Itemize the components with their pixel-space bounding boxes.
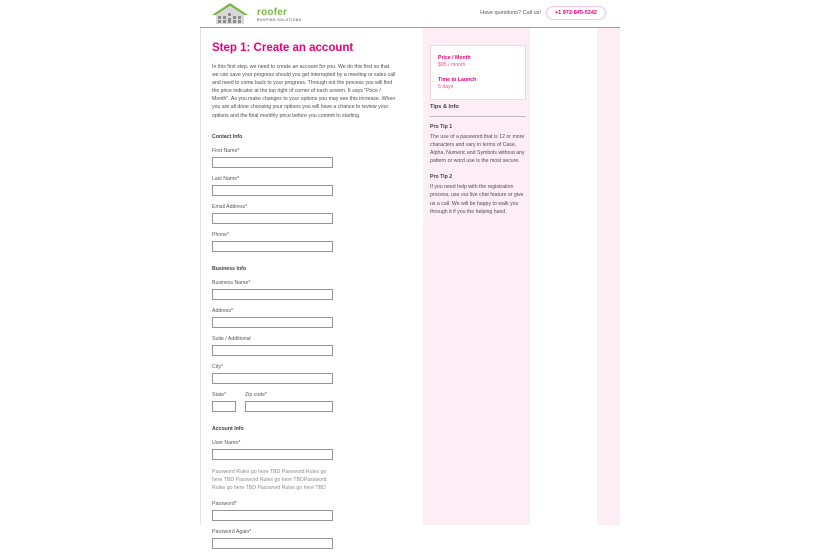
logo-wordmark: roofer (257, 7, 288, 18)
time-to-launch-value: 5 days (438, 84, 454, 90)
tip-2-heading: Pro Tip 2 (430, 174, 453, 181)
sidebar-background-band (423, 28, 530, 525)
row-state-zip (212, 392, 397, 412)
label-user-name: User Name* (212, 439, 241, 446)
phone-input[interactable] (212, 241, 333, 252)
header-call-cta (480, 6, 606, 20)
field-city (212, 364, 397, 384)
tip-1-heading: Pro Tip 1 (430, 124, 453, 130)
right-edge-band (597, 28, 620, 525)
field-password-again (212, 529, 397, 549)
password-input[interactable] (212, 510, 333, 521)
tip-1-body: The use of a password that is 12 or more characters and vary in terms of Case, Alpha, Numeric and Symbols without any pattern or word use is the most secure. (430, 134, 525, 165)
price-summary-card (430, 45, 526, 100)
tip-item-2 (430, 174, 526, 215)
phone-number-button[interactable]: +1 972-845-5342 (546, 6, 606, 20)
label-zip-code: Zip code* (245, 391, 267, 398)
business-name-input[interactable] (212, 289, 333, 300)
suite-additional-input[interactable] (212, 345, 333, 356)
tips-panel-title: Tips & Info (430, 104, 526, 117)
field-phone (212, 232, 397, 252)
field-state (212, 392, 236, 412)
intro-paragraph: In this first step, we need to create an account for you. We do this first so that we can save your progress should you get interrupted by a meeting or sales call and need to come back to your progress. Through out the process you will find the price indicator at the top right of corner of each screen. It says "Price / Month". As you make changes to your options you may see this increase. When you are all done choosing your options you will have a chance to review your options and the final monthly price before you commit to starting. (212, 64, 396, 119)
field-user-name (212, 440, 397, 460)
price-per-month-value: $95 / month (438, 62, 466, 68)
zip-code-input[interactable] (245, 401, 333, 412)
roof-house-logo-icon (208, 2, 254, 26)
first-name-input[interactable] (212, 157, 333, 168)
label-business-name: Business Name* (212, 279, 251, 286)
tips-and-info-panel (430, 104, 526, 225)
tip-2-body: If you need help with the registration process, use our live chat feature or give us a call. We will be happy to walk you through it if you the helping hand. (430, 184, 524, 215)
label-city: City* (212, 363, 223, 370)
last-name-input[interactable] (212, 185, 333, 196)
field-suite-additional (212, 336, 397, 356)
field-zip-code (245, 392, 333, 412)
field-email-address (212, 204, 397, 224)
address-input[interactable] (212, 317, 333, 328)
section-account-info (212, 426, 397, 549)
main-content (212, 42, 397, 557)
field-address (212, 308, 397, 328)
section-contact-info (212, 134, 397, 252)
section-heading-contact: Contact Info (212, 133, 243, 140)
email-address-input[interactable] (212, 213, 333, 224)
site-header (200, 0, 620, 28)
label-first-name: First Name* (212, 147, 240, 154)
password-rules-text: Password Rules go here TBD Password Rules go here TBD Password Rules go here TBDPassword Rules go here TBD Password Rules go here TBD (212, 468, 327, 491)
state-input[interactable] (212, 401, 236, 412)
label-last-name: Last Name* (212, 175, 240, 182)
section-business-info (212, 266, 397, 412)
call-us-label: Have questions? Call us! (480, 10, 541, 16)
section-heading-business: Business Info (212, 265, 247, 272)
time-to-launch-label: Time to Launch (438, 77, 477, 83)
city-input[interactable] (212, 373, 333, 384)
logo-text (257, 8, 302, 26)
field-business-name (212, 280, 397, 300)
field-last-name (212, 176, 397, 196)
tip-item-1 (430, 124, 526, 165)
label-phone: Phone* (212, 231, 230, 238)
section-heading-account: Account Info (212, 425, 244, 432)
field-password (212, 501, 397, 521)
label-state: State* (212, 391, 227, 398)
logo-tagline: ROOFING SOLUTIONS (257, 18, 302, 22)
label-password-again: Password Again* (212, 528, 252, 535)
user-name-input[interactable] (212, 449, 333, 460)
site-logo[interactable] (208, 2, 302, 26)
label-email-address: Email Address* (212, 203, 248, 210)
label-address: Address* (212, 307, 234, 314)
label-password: Password* (212, 500, 237, 507)
price-per-month-label: Price / Month (438, 55, 471, 61)
password-again-input[interactable] (212, 538, 333, 549)
field-first-name (212, 148, 397, 168)
label-suite-additional: Suite / Additional (212, 335, 251, 342)
page-title: Step 1: Create an account (212, 42, 354, 54)
